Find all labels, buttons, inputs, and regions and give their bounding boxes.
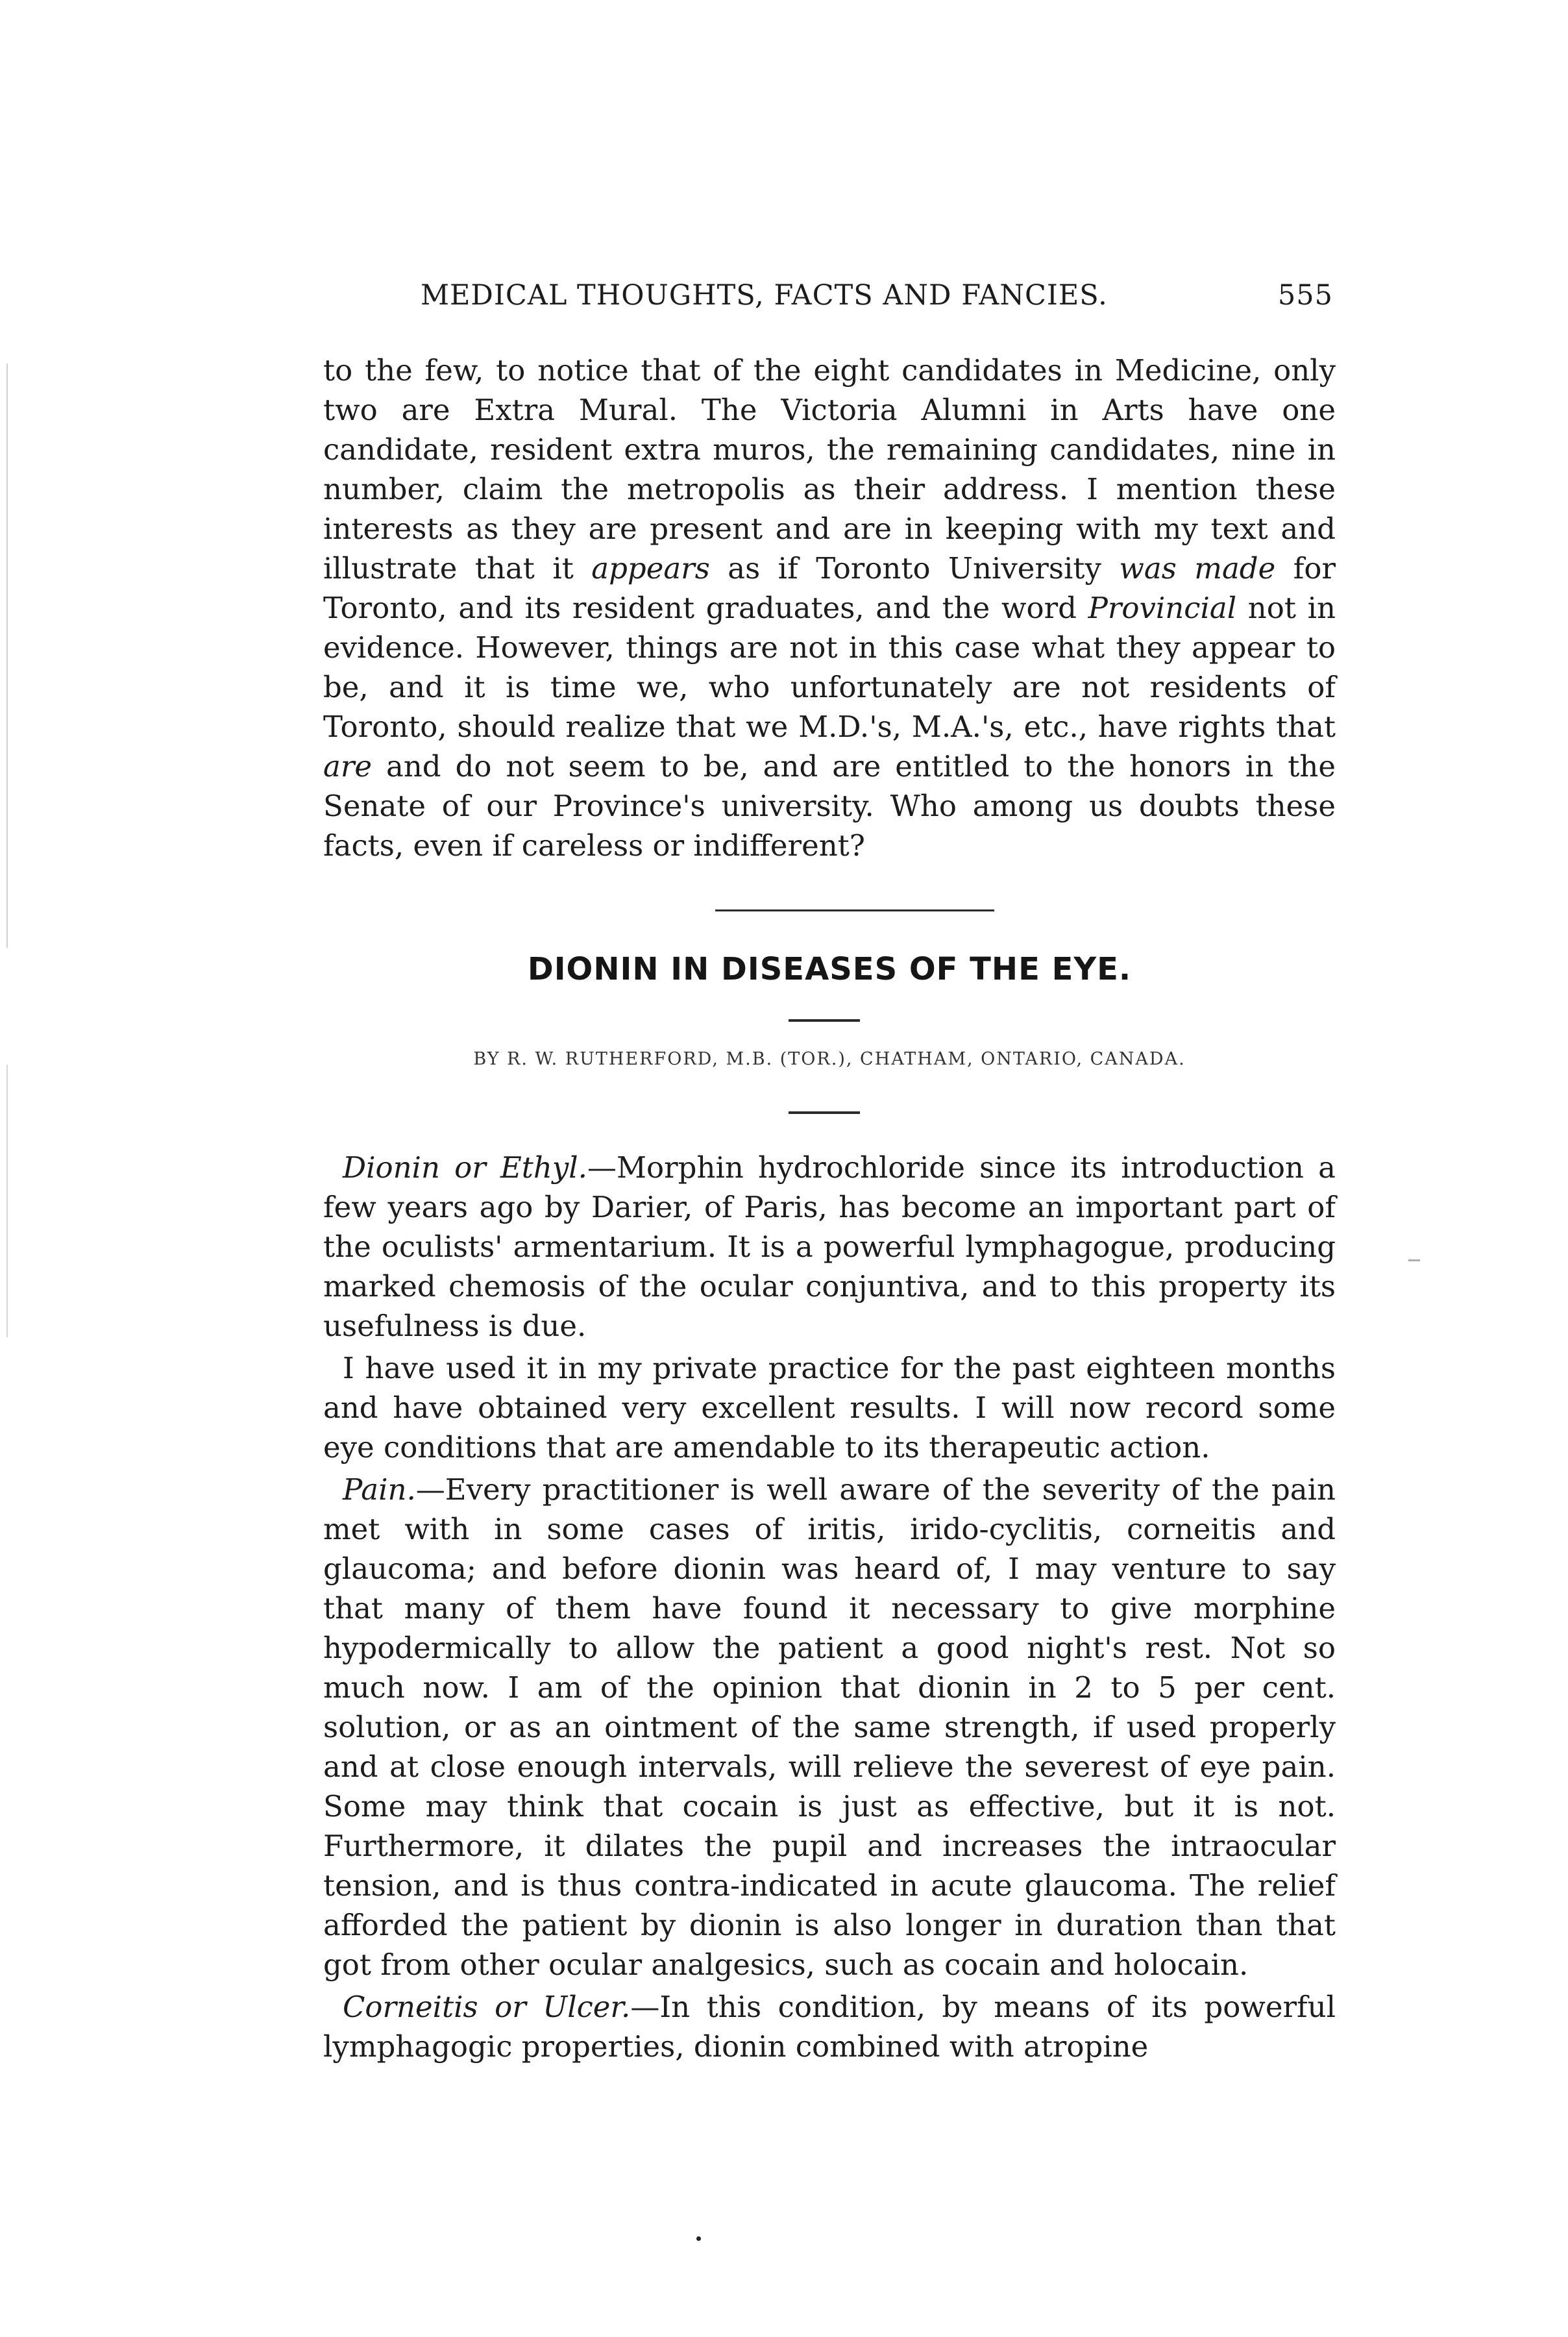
intro-text-part-5: and do not seem to be, and are entitled to the honors in the Senate of our Province's university. Who among us doubts these facts, even if careless or indifferent? xyxy=(323,749,1336,863)
section-divider-rule xyxy=(715,909,994,911)
running-head xyxy=(421,279,1333,325)
paragraph-dionin-or-ethyl xyxy=(323,1148,1336,1346)
paragraph-text-dionin: —Morphin hydrochloride since its introduction a few years ago by Darier, of Paris, has become an important part of the oculists' armentarium. It is a powerful lymphagogue, producing marked chemosis of the ocular conjuntiva, and to this property its usefulness is due. xyxy=(323,1150,1336,1343)
intro-text-part-1: to the few, to notice that of the eight candidates in Medicine, only two are Extra Mural. The Victoria Alumni in Arts have one candidate, resident extra muros, the remaining candidates, nine in number, claim the metropolis as their address. I mention these interests as they are present and are in keeping with my text and illustrate that it xyxy=(323,353,1336,586)
intro-text-part-2: as if Toronto University xyxy=(709,551,1120,586)
intro-paragraph xyxy=(323,351,1336,865)
article-byline: BY R. W. RUTHERFORD, M.B. (TOR.), CHATHAM, ONTARIO, CANADA. xyxy=(473,1049,1186,1069)
paragraph-corneitis xyxy=(323,1987,1336,2066)
paragraph-text-corneitis: —In this condition, by means of its powerful lymphagogic properties, dionin combined with atropine xyxy=(323,1990,1336,2064)
byline-underline-rule xyxy=(789,1111,860,1114)
title-underline-rule xyxy=(789,1019,860,1022)
scan-margin-mark xyxy=(1408,1259,1420,1261)
intro-text xyxy=(323,351,1336,865)
paragraph-heading-corneitis: Corneitis or Ulcer. xyxy=(343,1990,631,2024)
paragraph-text-pain: —Every practitioner is well aware of the severity of the pain met with in some cases of iritis, irido-cyclitis, corneitis and glaucoma; and before dionin was heard of, I may venture to say that many of them have found it necessary to give morphine hypodermically to allow the patient a good night's rest. Not so much now. I am of the opinion that dionin in 2 to 5 per cent. solution, or as an ointment of the same strength, if used properly and at close enough intervals, will relieve the severest of eye pain. Some may think that cocain is just as effective, but it is not. Furthermore, it dilates the pupil and increases the intraocular tension, and is thus contra-indicated in acute glaucoma. The relief afforded the patient by dionin is also longer in duration than that got from other ocular analgesics, such as cocain and holocain. xyxy=(323,1472,1336,1982)
intro-emphasis-was-made: was made xyxy=(1119,551,1276,586)
paragraph-pain xyxy=(323,1470,1336,1985)
article-title: DIONIN IN DISEASES OF THE EYE. xyxy=(527,951,1132,987)
intro-emphasis-appears: appears xyxy=(591,551,710,586)
scan-edge-mark xyxy=(6,364,8,948)
intro-text-part-4: not in evidence. However, things are not in this case what they appear to be, and it is time we, who unfortunately are not residents of Toronto, should realize that we M.D.'s, M.A.'s, etc., have rights that xyxy=(323,591,1336,744)
intro-text-part-3: for Toronto, and its resident graduates, and the word xyxy=(323,551,1336,625)
intro-emphasis-are: are xyxy=(323,749,372,784)
paragraph-heading-dionin: Dionin or Ethyl. xyxy=(343,1150,587,1185)
running-head-title: MEDICAL THOUGHTS, FACTS AND FANCIES. xyxy=(421,279,1108,312)
footer-dot xyxy=(696,2236,701,2241)
article-body xyxy=(323,1148,1336,2066)
page-number: 555 xyxy=(1277,279,1333,312)
paragraph-heading-pain: Pain. xyxy=(343,1472,416,1507)
paragraph-text-practice: I have used it in my private practice for the past eighteen months and have obtained very excellent results. I will now record some eye conditions that are amendable to its therapeutic action. xyxy=(323,1351,1336,1465)
paragraph-private-practice xyxy=(323,1348,1336,1467)
intro-emphasis-provincial: Provincial xyxy=(1088,591,1237,625)
scan-edge-mark xyxy=(6,1065,8,1337)
